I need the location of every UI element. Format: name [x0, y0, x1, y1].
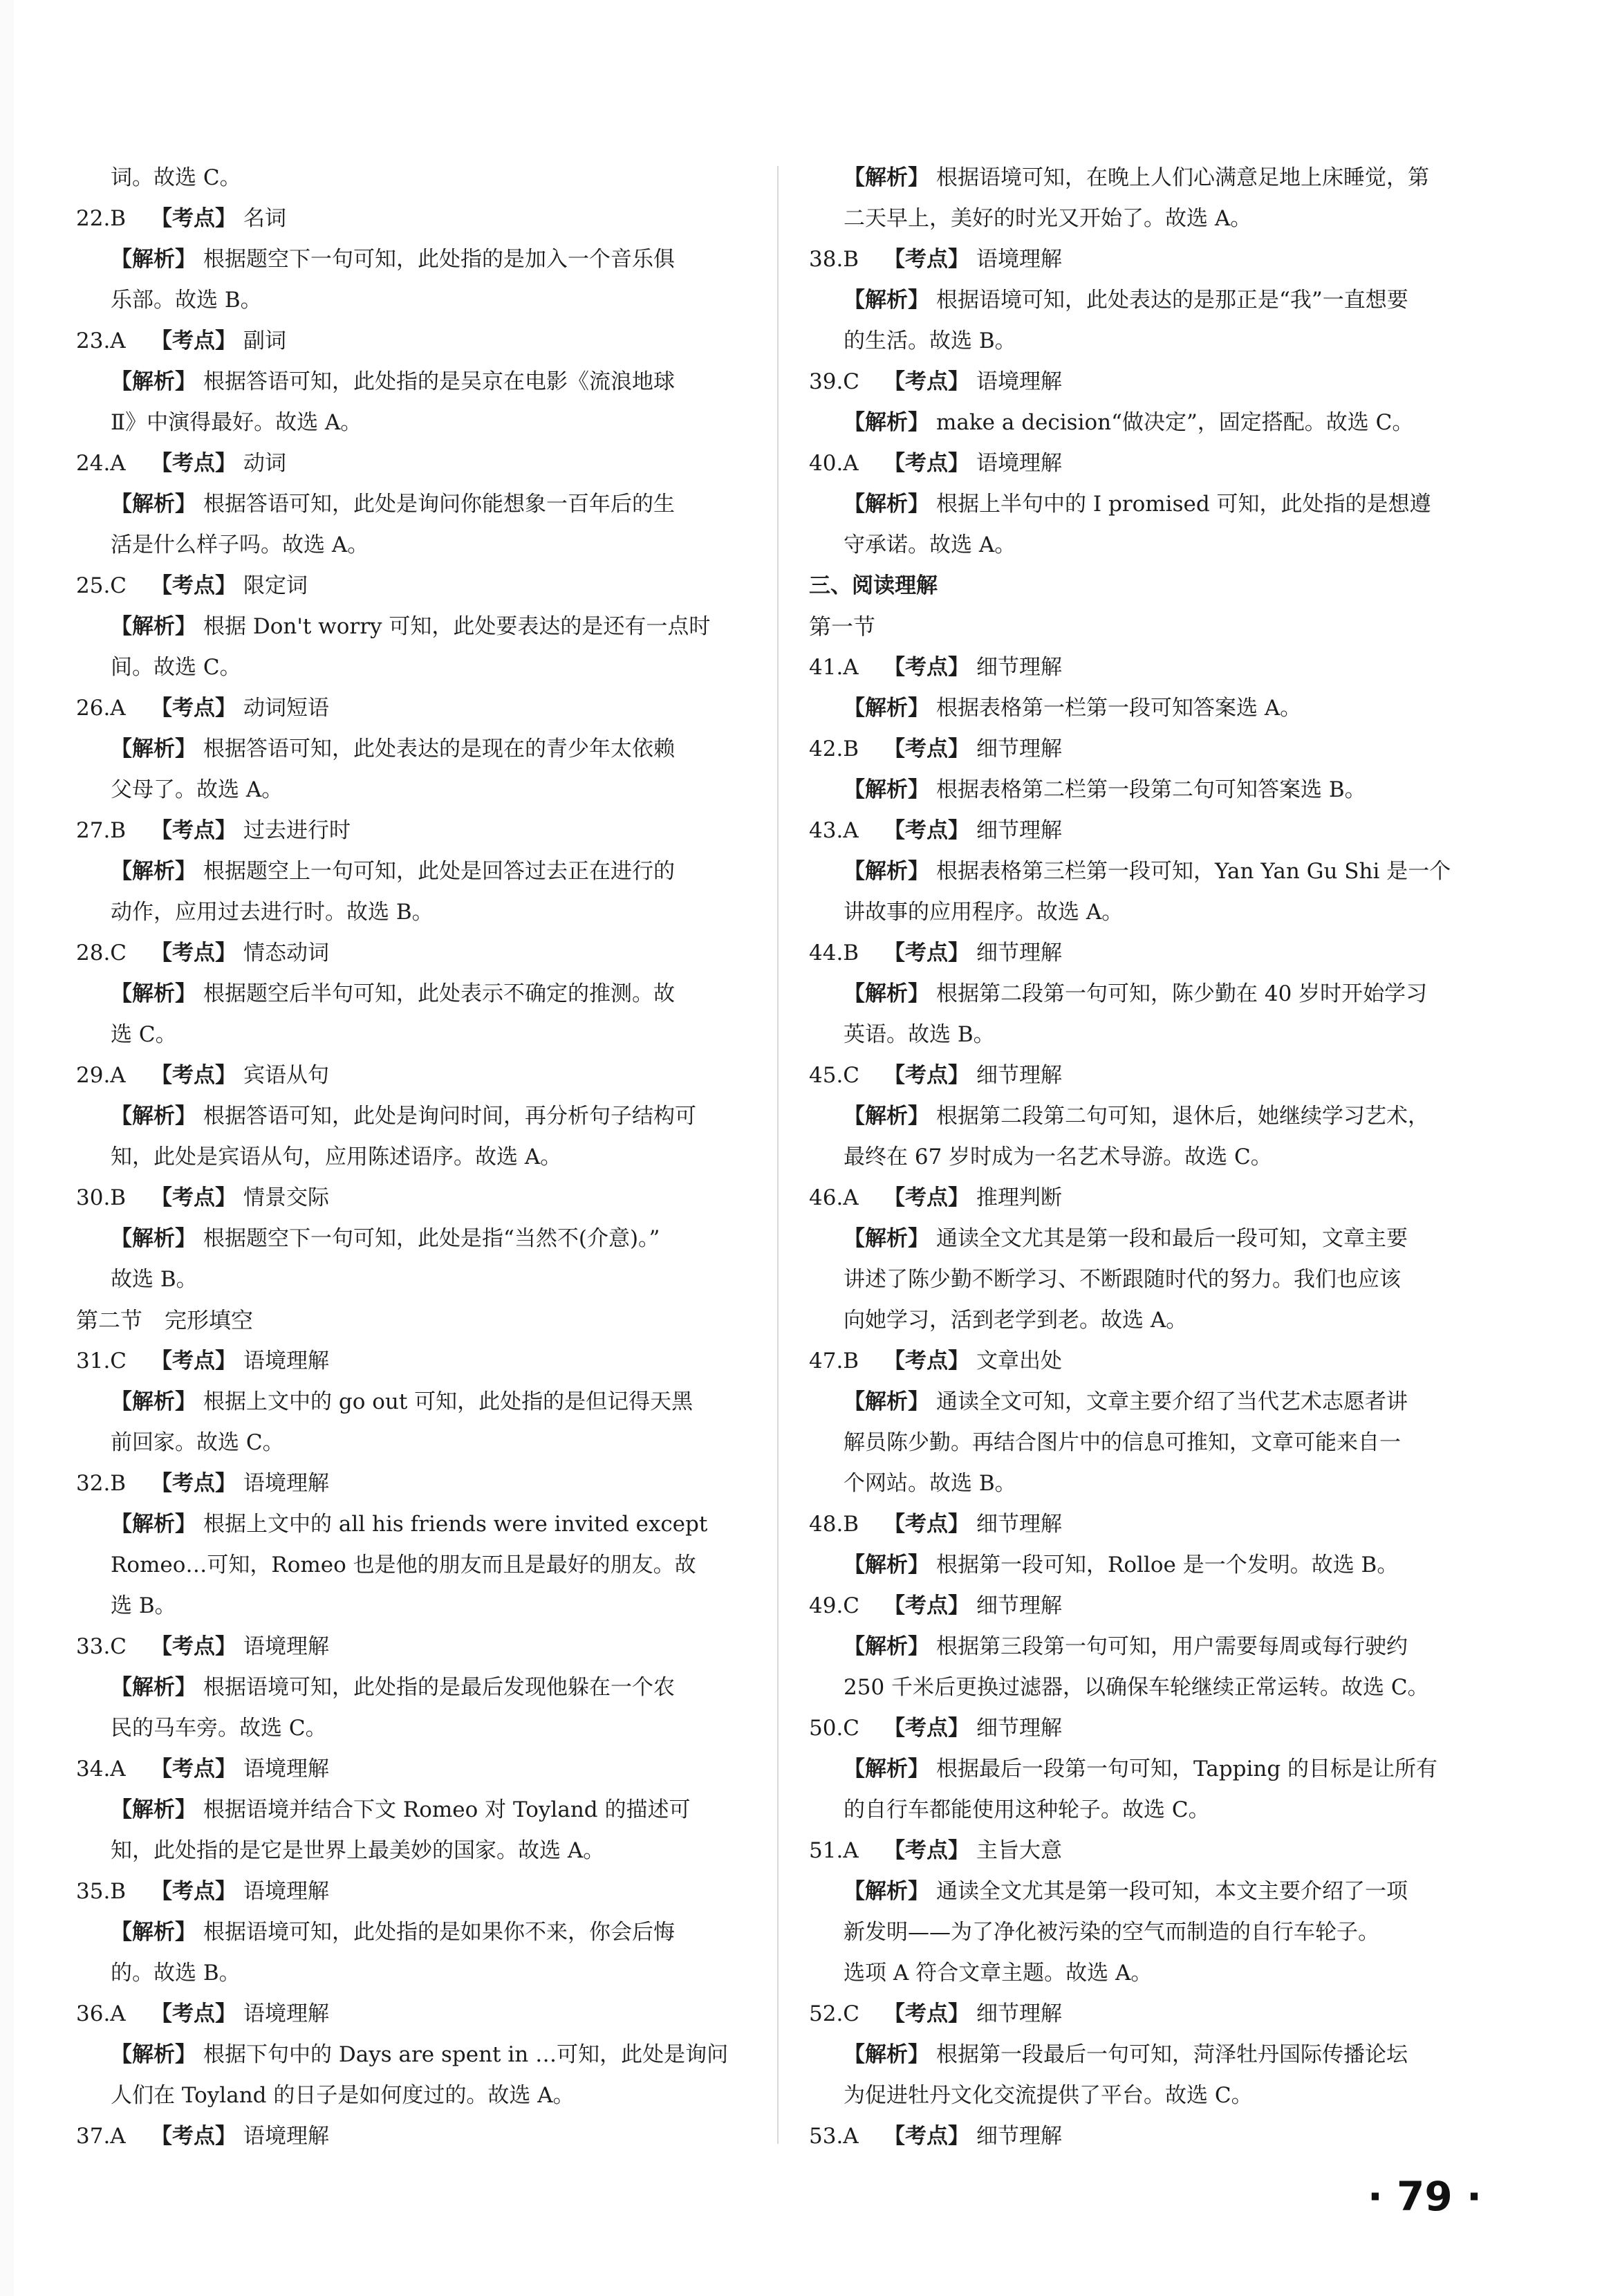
question-line	[76, 1994, 774, 2035]
topic-text: 细节理解	[976, 1593, 1062, 1618]
topic-tag: 【考点】	[151, 2001, 236, 2026]
analysis-text: 根据第三段第一句可知，用户需要每周或每行驶约	[936, 1634, 1408, 1659]
question-line	[809, 1586, 1507, 1627]
topic-tag: 【考点】	[884, 1593, 969, 1618]
analysis-tag: 【解析】	[844, 1226, 929, 1251]
question-line	[76, 443, 774, 484]
topic-text: 名词	[243, 206, 286, 231]
analysis-text: 根据语境可知，在晚上人们心满意足地上床睡觉，第	[936, 165, 1429, 190]
analysis-text: 通读全文尤其是第一段和最后一段可知，文章主要	[936, 1226, 1408, 1251]
question-number: 43.A	[809, 818, 859, 843]
topic-tag: 【考点】	[151, 1349, 236, 1373]
topic-text: 语境理解	[243, 1471, 329, 1496]
analysis-tag: 【解析】	[111, 2042, 196, 2067]
topic-text: 语境理解	[243, 1634, 329, 1659]
analysis-line	[809, 1627, 1507, 1667]
question-number: 24.A	[76, 451, 126, 476]
binding-edge	[0, 0, 14, 2296]
analysis-tag: 【解析】	[844, 165, 929, 190]
topic-text: 细节理解	[976, 655, 1062, 680]
topic-text: 动词	[243, 451, 286, 476]
analysis-text: 根据上文中的 go out 可知，此处指的是但记得天黑	[203, 1389, 693, 1414]
analysis-text: 根据上半句中的 I promised 可知，此处指的是想遵	[936, 492, 1431, 517]
topic-text: 推理判断	[976, 1185, 1062, 1210]
question-number: 48.B	[809, 1512, 859, 1537]
topic-tag: 【考点】	[151, 1757, 236, 1781]
analysis-text: 根据答语可知，此处是询问你能想象一百年后的生	[203, 492, 675, 517]
continuation-line: 知，此处是宾语从句，应用陈述语序。故选 A。	[111, 1145, 562, 1169]
analysis-text: 通读全文可知，文章主要介绍了当代艺术志愿者讲	[936, 1389, 1408, 1414]
analysis-tag: 【解析】	[111, 1226, 196, 1251]
question-number: 25.C	[76, 573, 127, 598]
question-number: 44.B	[809, 941, 859, 965]
continuation-line: 二天早上，美好的时光又开始了。故选 A。	[844, 206, 1252, 231]
continuation-line: 故选 B。	[111, 1267, 198, 1292]
analysis-line	[76, 1219, 774, 1259]
question-line	[76, 1463, 774, 1504]
topic-tag: 【考点】	[884, 247, 969, 272]
topic-tag: 【考点】	[151, 696, 236, 721]
analysis-tag: 【解析】	[844, 1634, 929, 1659]
analysis-text: 根据表格第一栏第一段可知答案选 A。	[936, 696, 1302, 721]
continuation-line: 英语。故选 B。	[844, 1022, 995, 1047]
analysis-text: 根据题空下一句可知，此处是指“当然不(介意)。”	[203, 1226, 660, 1251]
topic-tag: 【考点】	[884, 1716, 969, 1741]
question-number: 36.A	[76, 2001, 126, 2026]
continuation-line: 解员陈少勤。再结合图片中的信息可推知，文章可能来自一	[844, 1430, 1401, 1455]
topic-tag: 【考点】	[884, 941, 969, 965]
analysis-line	[809, 158, 1507, 198]
topic-tag: 【考点】	[151, 1879, 236, 1904]
topic-text: 语境理解	[976, 451, 1062, 476]
analysis-line	[809, 851, 1507, 892]
question-line	[76, 811, 774, 851]
analysis-line	[76, 1667, 774, 1708]
question-number: 51.A	[809, 1838, 859, 1863]
question-line	[809, 1708, 1507, 1749]
analysis-text: 根据下句中的 Days are spent in …可知，此处是询问	[203, 2042, 729, 2067]
question-line	[76, 1627, 774, 1667]
analysis-text: 根据题空上一句可知，此处是回答过去正在进行的	[203, 859, 675, 884]
question-number: 53.A	[809, 2124, 859, 2149]
topic-tag: 【考点】	[884, 1349, 969, 1373]
analysis-line	[76, 1912, 774, 1953]
question-number: 40.A	[809, 451, 859, 476]
question-line	[809, 1831, 1507, 1871]
analysis-text: 根据表格第二栏第一段第二句可知答案选 B。	[936, 777, 1366, 802]
topic-tag: 【考点】	[151, 2124, 236, 2149]
topic-tag: 【考点】	[884, 1185, 969, 1210]
question-line	[76, 933, 774, 974]
topic-tag: 【考点】	[884, 2124, 969, 2149]
topic-tag: 【考点】	[151, 206, 236, 231]
topic-text: 情态动词	[243, 941, 329, 965]
analysis-tag: 【解析】	[111, 1389, 196, 1414]
topic-text: 副词	[243, 328, 286, 353]
continuation-line: 为促进牡丹文化交流提供了平台。故选 C。	[844, 2083, 1253, 2108]
topic-text: 语境理解	[243, 1349, 329, 1373]
analysis-text: 根据语境并结合下文 Romeo 对 Toyland 的描述可	[203, 1797, 691, 1822]
question-line	[76, 566, 774, 607]
analysis-line	[809, 770, 1507, 811]
question-line	[76, 1341, 774, 1382]
topic-tag: 【考点】	[884, 1838, 969, 1863]
analysis-tag: 【解析】	[844, 1389, 929, 1414]
analysis-text: 根据第二段第一句可知，陈少勤在 40 岁时开始学习	[936, 981, 1428, 1006]
topic-text: 细节理解	[976, 1063, 1062, 1088]
topic-text: 语境理解	[243, 1757, 329, 1781]
topic-tag: 【考点】	[151, 573, 236, 598]
analysis-line	[76, 239, 774, 280]
question-line	[809, 2116, 1507, 2157]
topic-text: 细节理解	[976, 941, 1062, 965]
analysis-line	[76, 484, 774, 525]
question-number: 22.B	[76, 206, 127, 231]
analysis-tag: 【解析】	[111, 492, 196, 517]
question-number: 29.A	[76, 1063, 126, 1088]
analysis-line	[76, 1382, 774, 1423]
question-number: 32.B	[76, 1471, 127, 1496]
continuation-line: 父母了。故选 A。	[111, 777, 283, 802]
topic-tag: 【考点】	[884, 818, 969, 843]
topic-tag: 【考点】	[151, 1634, 236, 1659]
analysis-tag: 【解析】	[111, 1104, 196, 1129]
question-line	[76, 1055, 774, 1096]
continuation-line: 选项 A 符合文章主题。故选 A。	[844, 1961, 1153, 1985]
analysis-tag: 【解析】	[844, 1757, 929, 1781]
question-line	[809, 933, 1507, 974]
analysis-text: 根据第一段最后一句可知，菏泽牡丹国际传播论坛	[936, 2042, 1408, 2067]
analysis-line	[809, 1219, 1507, 1259]
analysis-tag: 【解析】	[844, 288, 929, 313]
page-number: · 79 ·	[1367, 2173, 1482, 2220]
analysis-line	[809, 1382, 1507, 1423]
topic-tag: 【考点】	[884, 451, 969, 476]
question-line	[76, 198, 774, 239]
question-line	[809, 811, 1507, 851]
question-number: 28.C	[76, 941, 127, 965]
analysis-line	[809, 402, 1507, 443]
continuation-line: 讲故事的应用程序。故选 A。	[844, 900, 1124, 925]
analysis-tag: 【解析】	[111, 737, 196, 761]
continuation-line: 最终在 67 岁时成为一名艺术导游。故选 C。	[844, 1145, 1272, 1169]
topic-text: 动词短语	[243, 696, 329, 721]
topic-text: 限定词	[243, 573, 308, 598]
analysis-line	[809, 1749, 1507, 1790]
topic-tag: 【考点】	[151, 328, 236, 353]
continuation-line: 的自行车都能使用这种轮子。故选 C。	[844, 1797, 1210, 1822]
analysis-tag: 【解析】	[111, 1797, 196, 1822]
question-number: 41.A	[809, 655, 859, 680]
topic-text: 文章出处	[976, 1349, 1062, 1373]
analysis-line	[76, 607, 774, 647]
analysis-text: make a decision“做决定”，固定搭配。故选 C。	[936, 410, 1414, 435]
section-heading: 三、阅读理解	[809, 573, 938, 598]
topic-tag: 【考点】	[884, 1512, 969, 1537]
topic-text: 细节理解	[976, 1716, 1062, 1741]
question-line	[76, 1871, 774, 1912]
analysis-text: 根据语境可知，此处表达的是那正是“我”一直想要	[936, 288, 1408, 313]
topic-text: 语境理解	[976, 247, 1062, 272]
topic-text: 细节理解	[976, 2001, 1062, 2026]
analysis-tag: 【解析】	[111, 1920, 196, 1945]
analysis-text: 根据语境可知，此处指的是如果你不来，你会后悔	[203, 1920, 675, 1945]
continuation-line: 人们在 Toyland 的日子是如何度过的。故选 A。	[111, 2083, 575, 2108]
question-number: 45.C	[809, 1063, 860, 1088]
analysis-text: 根据第二段第二句可知，退休后，她继续学习艺术，	[936, 1104, 1429, 1129]
question-number: 38.B	[809, 247, 859, 272]
continuation-line: 守承诺。故选 A。	[844, 533, 1016, 557]
column-divider	[777, 166, 779, 2144]
topic-tag: 【考点】	[884, 2001, 969, 2026]
continuation-line: 知，此处指的是它是世界上最美妙的国家。故选 A。	[111, 1838, 605, 1863]
analysis-tag: 【解析】	[844, 492, 929, 517]
question-number: 46.A	[809, 1185, 859, 1210]
topic-text: 主旨大意	[976, 1838, 1062, 1863]
question-number: 37.A	[76, 2124, 126, 2149]
subsection-heading: 第二节 完形填空	[76, 1307, 254, 1333]
question-number: 27.B	[76, 818, 127, 843]
continuation-line: 选 C。	[111, 1022, 177, 1047]
continuation-line: 间。故选 C。	[111, 655, 241, 680]
question-line	[809, 443, 1507, 484]
analysis-text: 根据表格第三栏第一段可知，Yan Yan Gu Shi 是一个	[936, 859, 1451, 884]
question-line	[809, 1994, 1507, 2035]
topic-tag: 【考点】	[151, 1063, 236, 1088]
analysis-tag: 【解析】	[844, 1879, 929, 1904]
question-line	[809, 1504, 1507, 1545]
analysis-line	[76, 2035, 774, 2075]
analysis-line	[809, 2035, 1507, 2075]
analysis-text: 根据题空后半句可知，此处表示不确定的推测。故	[203, 981, 675, 1006]
topic-text: 细节理解	[976, 1512, 1062, 1537]
analysis-text: 根据最后一段第一句可知，Tapping 的目标是让所有	[936, 1757, 1438, 1781]
continuation-line: Ⅱ》中演得最好。故选 A。	[111, 410, 362, 435]
continuation-line: 的。故选 B。	[111, 1961, 241, 1985]
analysis-text: 根据上文中的 all his friends were invited except	[203, 1512, 708, 1537]
continuation-line: 的生活。故选 B。	[844, 328, 1016, 353]
analysis-text: 根据答语可知，此处是询问时间，再分析句子结构可	[203, 1104, 696, 1129]
analysis-tag: 【解析】	[111, 369, 196, 394]
continuation-line: Romeo…可知，Romeo 也是他的朋友而且是最好的朋友。故	[111, 1553, 696, 1577]
question-number: 35.B	[76, 1879, 127, 1904]
analysis-line	[76, 362, 774, 402]
question-number: 49.C	[809, 1593, 860, 1618]
question-number: 23.A	[76, 328, 126, 353]
continuation-line: 动作，应用过去进行时。故选 B。	[111, 900, 434, 925]
continuation-line: 民的马车旁。故选 C。	[111, 1716, 327, 1741]
question-line	[809, 1055, 1507, 1096]
question-line	[809, 239, 1507, 280]
question-number: 47.B	[809, 1349, 859, 1373]
question-line	[76, 2116, 774, 2157]
analysis-text: 根据语境可知，此处指的是最后发现他躲在一个农	[203, 1675, 675, 1700]
analysis-tag: 【解析】	[111, 1675, 196, 1700]
question-number: 52.C	[809, 2001, 860, 2026]
analysis-tag: 【解析】	[844, 981, 929, 1006]
topic-text: 语境理解	[243, 2124, 329, 2149]
question-number: 39.C	[809, 369, 860, 394]
analysis-tag: 【解析】	[844, 859, 929, 884]
topic-tag: 【考点】	[884, 1063, 969, 1088]
question-line	[76, 321, 774, 362]
analysis-text: 根据题空下一句可知，此处指的是加入一个音乐俱	[203, 247, 675, 272]
analysis-text: 根据答语可知，此处指的是吴京在电影《流浪地球	[203, 369, 675, 394]
analysis-text: 根据 Don't worry 可知，此处要表达的是还有一点时	[203, 614, 711, 639]
analysis-line	[809, 1096, 1507, 1137]
analysis-text: 根据第一段可知，Rolloe 是一个发明。故选 B。	[936, 1553, 1399, 1577]
question-line	[809, 362, 1507, 402]
question-number: 33.C	[76, 1634, 127, 1659]
analysis-line	[809, 484, 1507, 525]
analysis-tag: 【解析】	[111, 247, 196, 272]
right-column	[809, 158, 1507, 2157]
analysis-tag: 【解析】	[844, 410, 929, 435]
continuation-line: 250 千米后更换过滤器，以确保车轮继续正常运转。故选 C。	[844, 1675, 1429, 1700]
question-number: 50.C	[809, 1716, 860, 1741]
continuation-line: 新发明——为了净化被污染的空气而制造的自行车轮子。	[844, 1920, 1379, 1945]
question-line	[809, 1178, 1507, 1219]
analysis-tag: 【解析】	[844, 1553, 929, 1577]
analysis-text: 根据答语可知，此处表达的是现在的青少年太依赖	[203, 737, 675, 761]
analysis-line	[809, 974, 1507, 1015]
continuation-line: 词。故选 C。	[111, 165, 241, 190]
analysis-line	[76, 1790, 774, 1831]
analysis-tag: 【解析】	[111, 614, 196, 639]
question-line	[809, 729, 1507, 770]
analysis-line	[809, 688, 1507, 729]
question-number: 26.A	[76, 696, 126, 721]
topic-tag: 【考点】	[151, 941, 236, 965]
question-number: 30.B	[76, 1185, 127, 1210]
continuation-line: 选 B。	[111, 1593, 176, 1618]
analysis-line	[809, 280, 1507, 321]
topic-tag: 【考点】	[151, 1471, 236, 1496]
analysis-line	[76, 851, 774, 892]
analysis-tag: 【解析】	[844, 777, 929, 802]
question-number: 42.B	[809, 737, 859, 761]
topic-text: 宾语从句	[243, 1063, 329, 1088]
analysis-line	[809, 1871, 1507, 1912]
topic-tag: 【考点】	[151, 818, 236, 843]
continuation-line: 向她学习，活到老学到老。故选 A。	[844, 1308, 1188, 1333]
question-line	[809, 1341, 1507, 1382]
continuation-line: 前回家。故选 C。	[111, 1430, 284, 1455]
topic-tag: 【考点】	[151, 451, 236, 476]
question-number: 31.C	[76, 1349, 127, 1373]
topic-tag: 【考点】	[151, 1185, 236, 1210]
analysis-tag: 【解析】	[844, 2042, 929, 2067]
analysis-line	[809, 1545, 1507, 1586]
analysis-tag: 【解析】	[111, 981, 196, 1006]
left-column	[76, 158, 774, 2157]
topic-text: 细节理解	[976, 737, 1062, 761]
analysis-text: 通读全文尤其是第一段可知，本文主要介绍了一项	[936, 1879, 1408, 1904]
continuation-line: 讲述了陈少勤不断学习、不断跟随时代的努力。我们也应该	[844, 1267, 1401, 1292]
analysis-line	[76, 1096, 774, 1137]
question-number: 34.A	[76, 1757, 126, 1781]
topic-text: 情景交际	[243, 1185, 329, 1210]
topic-text: 细节理解	[976, 2124, 1062, 2149]
analysis-tag: 【解析】	[111, 1512, 196, 1537]
question-line	[76, 1178, 774, 1219]
analysis-line	[76, 974, 774, 1015]
topic-tag: 【考点】	[884, 655, 969, 680]
analysis-line	[76, 729, 774, 770]
analysis-tag: 【解析】	[844, 696, 929, 721]
analysis-tag: 【解析】	[111, 859, 196, 884]
subsection-heading: 第一节	[809, 613, 876, 640]
analysis-tag: 【解析】	[844, 1104, 929, 1129]
topic-tag: 【考点】	[884, 737, 969, 761]
analysis-line	[76, 1504, 774, 1545]
topic-tag: 【考点】	[884, 369, 969, 394]
continuation-line: 乐部。故选 B。	[111, 288, 262, 313]
topic-text: 细节理解	[976, 818, 1062, 843]
continuation-line: 活是什么样子吗。故选 A。	[111, 533, 369, 557]
topic-text: 语境理解	[243, 1879, 329, 1904]
question-line	[76, 688, 774, 729]
question-line	[809, 647, 1507, 688]
topic-text: 语境理解	[976, 369, 1062, 394]
topic-text: 语境理解	[243, 2001, 329, 2026]
question-line	[76, 1749, 774, 1790]
topic-text: 过去进行时	[243, 818, 351, 843]
continuation-line: 个网站。故选 B。	[844, 1471, 1016, 1496]
